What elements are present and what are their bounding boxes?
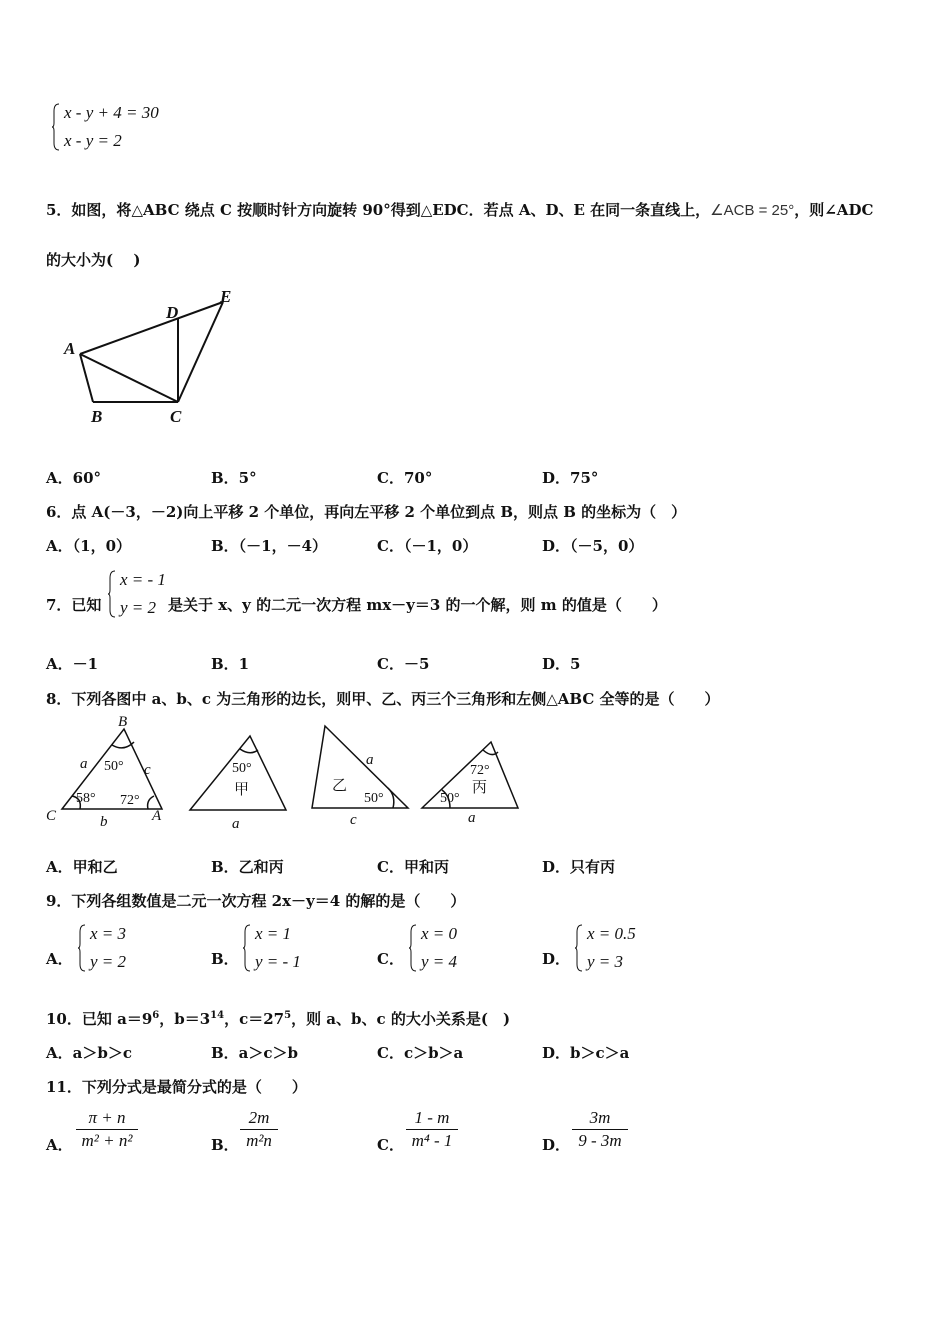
q5-option-a[interactable]: A．60° bbox=[46, 469, 102, 487]
q10-text-d: ，则 a、b、c 的大小关系是( ) bbox=[291, 1010, 511, 1028]
q7-option-a[interactable]: A．－1 bbox=[46, 655, 99, 673]
q10-exp-c: 5 bbox=[284, 1010, 292, 1021]
q11-option-b-label[interactable]: B． bbox=[211, 1136, 239, 1154]
q11-option-a-label[interactable]: A． bbox=[46, 1136, 73, 1154]
label-D: D bbox=[166, 303, 179, 322]
seg-AB bbox=[80, 354, 93, 402]
q11-b-denominator: m²n bbox=[246, 1131, 272, 1150]
seg-AC bbox=[80, 354, 178, 402]
abc-angle-c: 58° bbox=[76, 791, 96, 806]
q5-text3: 的大小为( ) bbox=[46, 251, 141, 269]
q5-text2: ，则∠ADC bbox=[794, 201, 874, 219]
q5-question bbox=[46, 199, 873, 220]
q10-question bbox=[46, 1008, 510, 1029]
seg-AE bbox=[80, 302, 223, 354]
bing-side-a: a bbox=[468, 810, 476, 826]
q11-d-denominator: 9 - 3m bbox=[578, 1131, 622, 1150]
abc-side-c: c bbox=[144, 762, 151, 778]
q9-b-line2: y = - 1 bbox=[255, 952, 301, 971]
abc-angle-a: 72° bbox=[120, 793, 140, 808]
q11-option-d-fraction[interactable] bbox=[572, 1108, 628, 1151]
q6-question: 6．点 A(－3，－2)向上平移 2 个单位，再向左平移 2 个单位到点 B，则点 B 的坐标为（ ） bbox=[46, 503, 687, 521]
jia-side-a: a bbox=[232, 816, 240, 832]
abc-side-a: a bbox=[80, 756, 88, 772]
yi-angle: 50° bbox=[364, 791, 384, 806]
q10-exp-b: 14 bbox=[210, 1010, 225, 1021]
q8-figure bbox=[40, 712, 540, 832]
q11-option-b-fraction[interactable] bbox=[240, 1108, 278, 1151]
q10-text-c: ，c＝27 bbox=[224, 1010, 285, 1028]
q9-c-line1: x = 0 bbox=[421, 924, 458, 943]
q4-line1: x - y + 4 = 30 bbox=[64, 103, 159, 122]
label-C: C bbox=[170, 407, 182, 426]
q10-option-c[interactable]: C．c＞b＞a bbox=[377, 1044, 464, 1062]
q11-question: 11．下列分式是最简分式的是（ ） bbox=[46, 1078, 307, 1096]
q10-text-a: 10．已知 a＝9 bbox=[46, 1010, 153, 1028]
q9-option-b-label[interactable]: B． bbox=[211, 950, 239, 968]
q5-option-d[interactable]: D．75° bbox=[542, 469, 599, 487]
label-E: E bbox=[220, 287, 232, 306]
q9-a-line1: x = 3 bbox=[90, 924, 127, 943]
q11-d-numerator: 3m bbox=[589, 1108, 611, 1127]
q11-a-denominator: m² + n² bbox=[81, 1131, 133, 1150]
jia-name: 甲 bbox=[234, 780, 250, 798]
q10-option-b[interactable]: B．a＞c＞b bbox=[211, 1044, 299, 1062]
q8-option-a[interactable]: A．甲和乙 bbox=[46, 858, 118, 876]
bing-name: 丙 bbox=[472, 778, 488, 796]
jia-angle: 50° bbox=[232, 761, 252, 776]
q7-option-c[interactable]: C．－5 bbox=[377, 655, 430, 673]
q9-d-line1: x = 0.5 bbox=[587, 924, 636, 943]
q9-question: 9．下列各组数值是二元一次方程 2x－y＝4 的解的是（ ） bbox=[46, 892, 466, 910]
label-B: B bbox=[91, 407, 103, 426]
q8-option-c[interactable]: C．甲和丙 bbox=[377, 858, 449, 876]
q8-question: 8．下列各图中 a、b、c 为三角形的边长，则甲、乙、丙三个三角形和左侧△ABC 全等的是（ ） bbox=[46, 690, 720, 708]
abc-label-B: B bbox=[118, 714, 128, 730]
q5-option-b[interactable]: B．5° bbox=[211, 469, 257, 487]
q7-prefix: 7．已知 bbox=[46, 596, 102, 614]
abc-label-A: A bbox=[152, 808, 162, 824]
q4-line2: x - y = 2 bbox=[64, 131, 122, 150]
q6-option-d[interactable]: D．（－5，0） bbox=[542, 537, 644, 555]
q11-option-c-fraction[interactable] bbox=[406, 1108, 458, 1151]
q11-c-denominator: m⁴ - 1 bbox=[411, 1131, 453, 1150]
q8-option-b[interactable]: B．乙和丙 bbox=[211, 858, 284, 876]
yi-side-c: c bbox=[350, 812, 357, 828]
q11-b-numerator: 2m bbox=[248, 1108, 270, 1127]
q11-a-numerator: π + n bbox=[88, 1108, 126, 1127]
abc-angle-b: 50° bbox=[104, 759, 124, 774]
q10-exp-a: 6 bbox=[152, 1010, 160, 1021]
q10-text-b: ，b＝3 bbox=[159, 1010, 211, 1028]
abc-label-C: C bbox=[46, 808, 57, 824]
q7-sys-line1: x = - 1 bbox=[120, 570, 166, 589]
q11-option-a-fraction[interactable] bbox=[76, 1108, 138, 1151]
q9-c-line2: y = 4 bbox=[421, 952, 458, 971]
q9-option-c-label[interactable]: C． bbox=[377, 950, 404, 968]
q9-b-line1: x = 1 bbox=[255, 924, 292, 943]
q9-a-line2: y = 2 bbox=[90, 952, 127, 971]
q7-sys-line2: y = 2 bbox=[120, 598, 157, 617]
q5-figure bbox=[58, 282, 248, 427]
q9-d-line2: y = 3 bbox=[587, 952, 624, 971]
q7-question: 是关于 x、y 的二元一次方程 mx－y＝3 的一个解，则 m 的值是（ ） bbox=[168, 596, 667, 614]
yi-side-a: a bbox=[366, 752, 374, 768]
q11-option-d-label[interactable]: D． bbox=[542, 1136, 571, 1154]
q7-option-d[interactable]: D．5 bbox=[542, 655, 581, 673]
q10-option-a[interactable]: A．a＞b＞c bbox=[46, 1044, 132, 1062]
q7-option-b[interactable]: B．1 bbox=[211, 655, 250, 673]
q5-angle: ∠ACB = 25° bbox=[710, 202, 795, 219]
q8-option-d[interactable]: D．只有丙 bbox=[542, 858, 616, 876]
q10-option-d[interactable]: D．b＞c＞a bbox=[542, 1044, 630, 1062]
q6-option-a[interactable]: A．（1，0） bbox=[46, 537, 132, 555]
yi-name: 乙 bbox=[332, 776, 348, 794]
q11-c-numerator: 1 - m bbox=[414, 1108, 450, 1127]
q9-option-d-label[interactable]: D． bbox=[542, 950, 571, 968]
q5-option-c[interactable]: C．70° bbox=[377, 469, 433, 487]
q6-option-b[interactable]: B．（－1，－4） bbox=[211, 537, 328, 555]
q5-text: 5．如图，将△ABC 绕点 C 按顺时针方向旋转 90°得到△EDC．若点 A、D、E 在同一条直线上， bbox=[46, 201, 711, 219]
q9-option-a-label[interactable]: A． bbox=[46, 950, 73, 968]
label-A: A bbox=[64, 339, 76, 358]
q11-option-c-label[interactable]: C． bbox=[377, 1136, 404, 1154]
q6-option-c[interactable]: C．（－1，0） bbox=[377, 537, 478, 555]
abc-side-b: b bbox=[100, 814, 108, 830]
bing-angle-left: 50° bbox=[440, 791, 460, 806]
bing-angle-top: 72° bbox=[470, 763, 490, 778]
seg-EC bbox=[178, 302, 223, 402]
